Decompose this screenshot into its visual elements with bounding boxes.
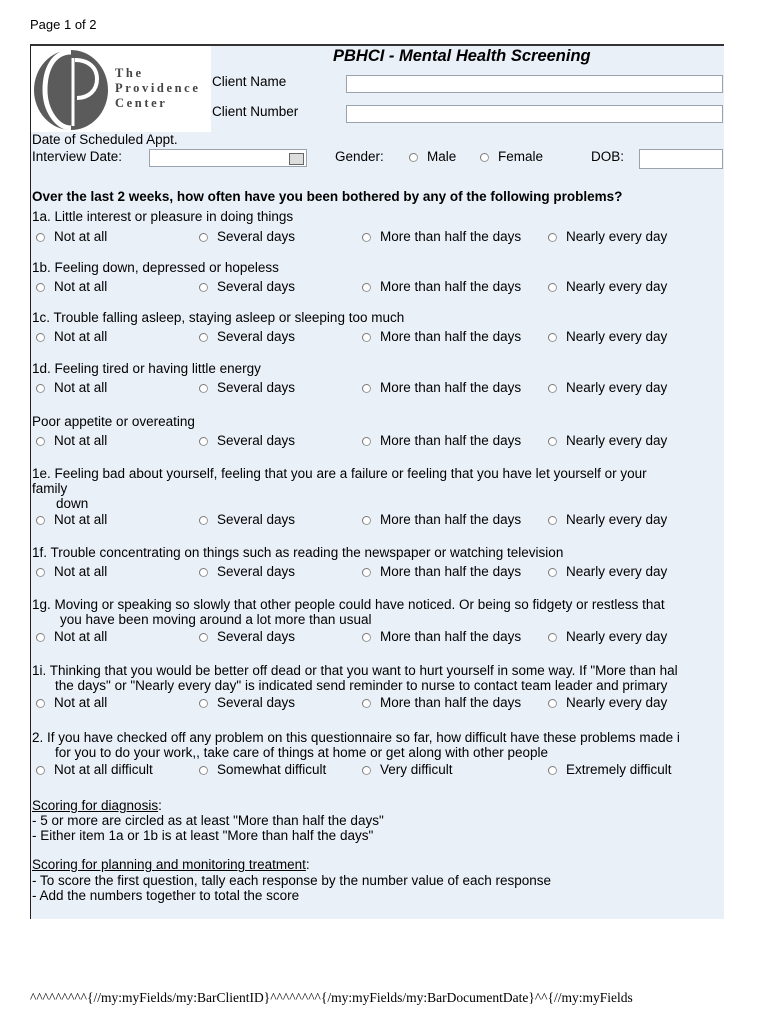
- answer-option[interactable]: Not at all: [36, 695, 107, 710]
- question-text: 1e. Feeling bad about yourself, feeling that you are a failure or feeling that you have let yourself or your: [32, 466, 647, 481]
- radio-icon[interactable]: [362, 283, 371, 292]
- gender-male-option[interactable]: Male: [409, 149, 456, 164]
- radio-icon[interactable]: [36, 568, 45, 577]
- radio-icon[interactable]: [199, 384, 208, 393]
- answer-option[interactable]: More than half the days: [362, 329, 521, 344]
- answer-option[interactable]: Not at all: [36, 279, 107, 294]
- radio-icon[interactable]: [362, 766, 371, 775]
- answer-option[interactable]: Nearly every day: [548, 629, 667, 644]
- question-text: you have been moving around a lot more than usual: [60, 612, 372, 627]
- answer-option[interactable]: Nearly every day: [548, 433, 667, 448]
- radio-icon[interactable]: [36, 766, 45, 775]
- question-text: family: [32, 481, 68, 496]
- answer-option[interactable]: Not at all difficult: [36, 762, 153, 777]
- radio-icon[interactable]: [36, 516, 45, 525]
- client-name-field[interactable]: [346, 75, 723, 93]
- answer-option[interactable]: Very difficult: [362, 762, 453, 777]
- form-panel: [30, 44, 724, 919]
- answer-option[interactable]: Several days: [199, 564, 295, 579]
- question-text: 1b. Feeling down, depressed or hopeless: [32, 260, 279, 275]
- calendar-icon[interactable]: [289, 153, 304, 165]
- treatment-line-2: - Add the numbers together to total the score: [32, 888, 300, 903]
- radio-icon[interactable]: [548, 233, 557, 242]
- radio-icon[interactable]: [199, 516, 208, 525]
- dob-label: DOB:: [591, 149, 625, 164]
- radio-icon[interactable]: [199, 633, 208, 642]
- answer-option[interactable]: Nearly every day: [548, 229, 667, 244]
- providence-center-logo: [31, 46, 211, 132]
- answer-option[interactable]: More than half the days: [362, 629, 521, 644]
- radio-icon[interactable]: [36, 283, 45, 292]
- instructions-heading: Over the last 2 weeks, how often have you been bothered by any of the following problems?: [32, 189, 623, 204]
- answer-option[interactable]: Nearly every day: [548, 564, 667, 579]
- question-text: for you to do your work,, take care of things at home or get along with other people: [55, 745, 549, 760]
- radio-icon[interactable]: [362, 333, 371, 342]
- question-text: 1f. Trouble concentrating on things such as reading the newspaper or watching television: [32, 545, 564, 560]
- logo-line-2: Providence: [115, 81, 201, 95]
- radio-icon[interactable]: [362, 699, 371, 708]
- question-text: 1a. Little interest or pleasure in doing things: [32, 209, 294, 224]
- logo-line-1: The: [115, 66, 144, 80]
- treatment-line-1: - To score the first question, tally each response by the number value of each response: [32, 873, 552, 888]
- dob-field[interactable]: [639, 149, 723, 169]
- question-text: 1i. Thinking that you would be better off dead or that you want to hurt yourself in some way. If "More than hal: [32, 663, 678, 678]
- radio-icon[interactable]: [362, 233, 371, 242]
- gender-label: Gender:: [335, 149, 384, 164]
- answer-option[interactable]: Nearly every day: [548, 512, 667, 527]
- diagnosis-heading: Scoring for diagnosis:: [32, 798, 162, 813]
- question-text: down: [56, 496, 89, 511]
- client-number-label: Client Number: [212, 104, 299, 119]
- radio-icon[interactable]: [36, 233, 45, 242]
- radio-icon[interactable]: [362, 384, 371, 393]
- answer-option[interactable]: Several days: [199, 629, 295, 644]
- answer-option[interactable]: Nearly every day: [548, 695, 667, 710]
- logo-line-3: Center: [115, 96, 168, 110]
- answer-option[interactable]: Somewhat difficult: [199, 762, 326, 777]
- radio-icon[interactable]: [548, 384, 557, 393]
- answer-option[interactable]: More than half the days: [362, 229, 521, 244]
- radio-icon[interactable]: [548, 633, 557, 642]
- question-text: Poor appetite or overeating: [32, 414, 195, 429]
- radio-icon[interactable]: [199, 333, 208, 342]
- radio-icon[interactable]: [548, 699, 557, 708]
- radio-icon[interactable]: [199, 568, 208, 577]
- page-label: Page 1 of 2: [30, 17, 97, 32]
- radio-icon[interactable]: [548, 437, 557, 446]
- radio-icon[interactable]: [36, 384, 45, 393]
- interview-date-label: Interview Date:: [32, 149, 123, 164]
- answer-option[interactable]: Nearly every day: [548, 279, 667, 294]
- radio-icon[interactable]: [199, 233, 208, 242]
- form-title: PBHCI - Mental Health Screening: [333, 47, 591, 65]
- radio-icon[interactable]: [199, 699, 208, 708]
- answer-option[interactable]: Several days: [199, 279, 295, 294]
- radio-icon[interactable]: [409, 153, 418, 162]
- answer-option[interactable]: Not at all: [36, 564, 107, 579]
- answer-option[interactable]: Several days: [199, 380, 295, 395]
- answer-option[interactable]: More than half the days: [362, 433, 521, 448]
- question-text: 1c. Trouble falling asleep, staying asleep or sleeping too much: [32, 310, 405, 325]
- answer-option[interactable]: Not at all: [36, 229, 107, 244]
- diagnosis-line-2: - Either item 1a or 1b is at least "More than half the days": [32, 828, 374, 843]
- radio-icon[interactable]: [36, 699, 45, 708]
- radio-icon[interactable]: [199, 437, 208, 446]
- radio-icon[interactable]: [199, 766, 208, 775]
- radio-icon[interactable]: [36, 633, 45, 642]
- radio-icon[interactable]: [36, 437, 45, 446]
- answer-option[interactable]: Not at all: [36, 329, 107, 344]
- answer-option[interactable]: More than half the days: [362, 279, 521, 294]
- radio-icon[interactable]: [548, 283, 557, 292]
- answer-option[interactable]: Several days: [199, 512, 295, 527]
- answer-option[interactable]: Several days: [199, 229, 295, 244]
- client-number-field[interactable]: [346, 105, 723, 123]
- radio-icon[interactable]: [548, 766, 557, 775]
- treatment-heading: Scoring for planning and monitoring treatment:: [32, 857, 310, 872]
- answer-option[interactable]: Several days: [199, 329, 295, 344]
- radio-icon[interactable]: [362, 437, 371, 446]
- radio-icon[interactable]: [548, 516, 557, 525]
- diagnosis-line-1: - 5 or more are circled as at least "More than half the days": [32, 813, 384, 828]
- interview-date-field[interactable]: [149, 149, 307, 167]
- scheduled-appt-label: Date of Scheduled Appt.: [32, 132, 178, 147]
- footer-field-codes: ^^^^^^^^^{//my:myFields/my:BarClientID}^^^^^^^^{/my:myFields/my:BarDocumentDate}^^{//my:myFields: [30, 990, 633, 1005]
- logo-emblem-icon: [31, 46, 111, 132]
- answer-option[interactable]: Extremely difficult: [548, 762, 672, 777]
- radio-icon[interactable]: [36, 333, 45, 342]
- answer-option[interactable]: Not at all: [36, 433, 107, 448]
- answer-option[interactable]: More than half the days: [362, 380, 521, 395]
- answer-option[interactable]: Several days: [199, 695, 295, 710]
- answer-option[interactable]: More than half the days: [362, 512, 521, 527]
- radio-icon[interactable]: [548, 333, 557, 342]
- answer-option[interactable]: Nearly every day: [548, 329, 667, 344]
- answer-option[interactable]: Not at all: [36, 380, 107, 395]
- radio-icon[interactable]: [362, 568, 371, 577]
- answer-option[interactable]: More than half the days: [362, 695, 521, 710]
- gender-female-option[interactable]: Female: [480, 149, 543, 164]
- radio-icon[interactable]: [362, 516, 371, 525]
- question-text: 2. If you have checked off any problem on this questionnaire so far, how difficult have these problems made i: [32, 730, 680, 745]
- radio-icon[interactable]: [480, 153, 489, 162]
- client-name-label: Client Name: [212, 74, 287, 89]
- radio-icon[interactable]: [548, 568, 557, 577]
- answer-option[interactable]: Several days: [199, 433, 295, 448]
- answer-option[interactable]: Not at all: [36, 629, 107, 644]
- question-text: 1d. Feeling tired or having little energy: [32, 361, 261, 376]
- answer-option[interactable]: More than half the days: [362, 564, 521, 579]
- radio-icon[interactable]: [362, 633, 371, 642]
- answer-option[interactable]: Not at all: [36, 512, 107, 527]
- answer-option[interactable]: Nearly every day: [548, 380, 667, 395]
- question-text: 1g. Moving or speaking so slowly that other people could have noticed. Or being so fidgety or restless that: [32, 597, 665, 612]
- radio-icon[interactable]: [199, 283, 208, 292]
- question-text: the days" or "Nearly every day" is indicated send reminder to nurse to contact team leader and primary: [55, 678, 668, 693]
